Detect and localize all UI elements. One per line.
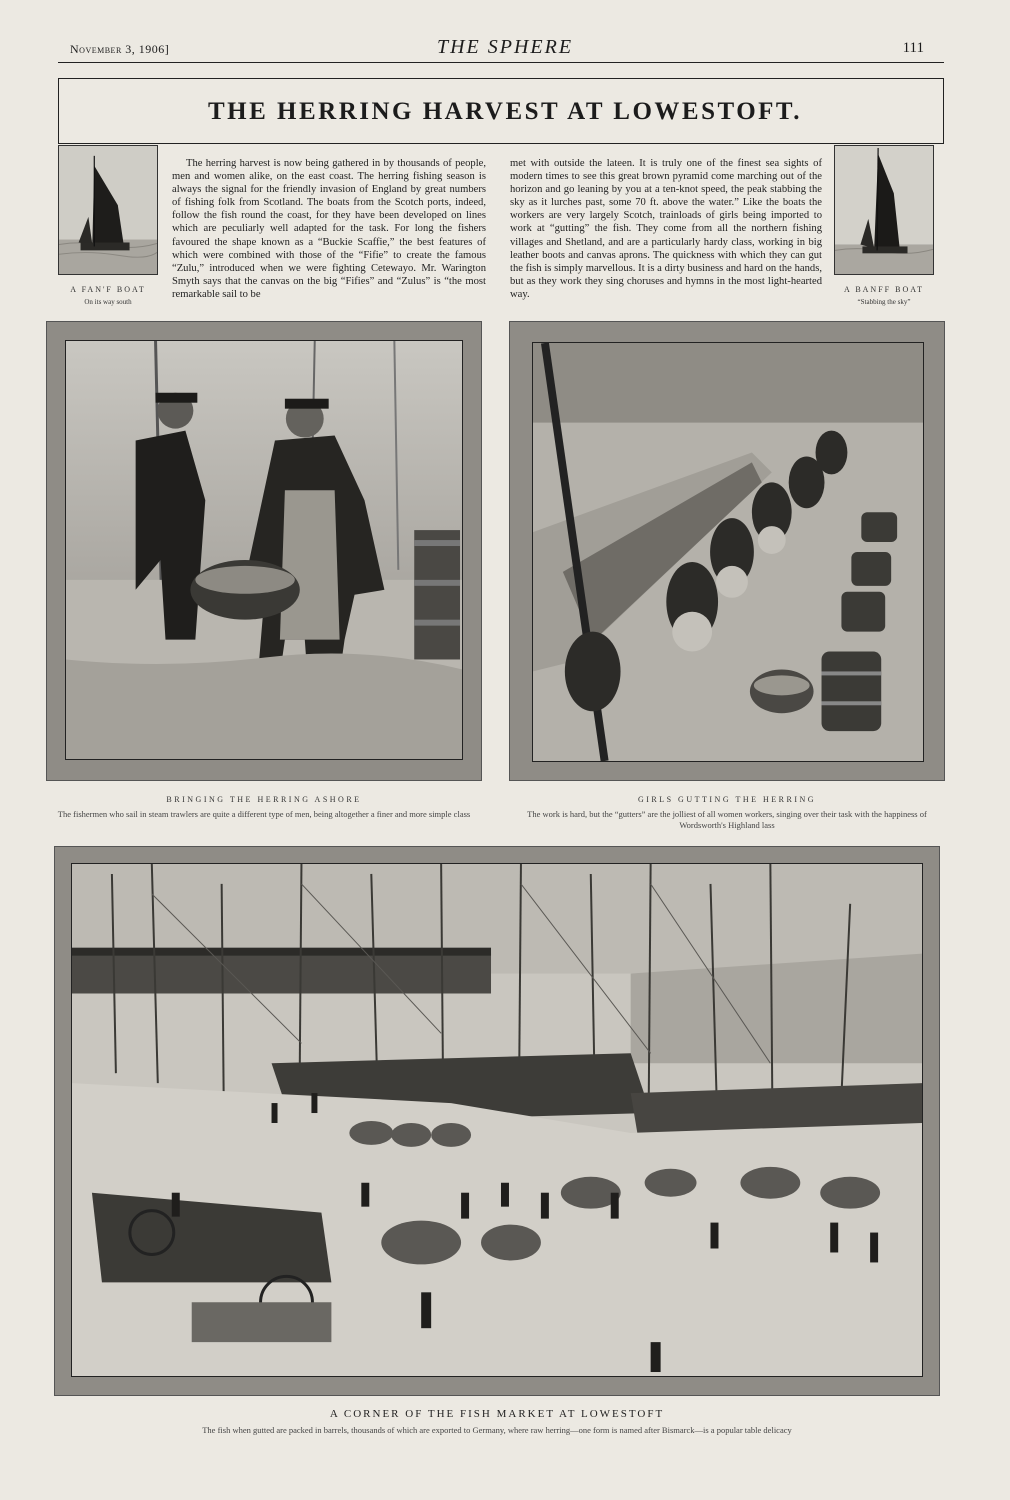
publication-name: THE SPHERE — [436, 36, 574, 58]
caption-girls-gutting: GIRLS GUTTING THE HERRING — [637, 795, 817, 804]
masthead-rule — [58, 62, 944, 63]
caption-herring-ashore: BRINGING THE HERRING ASHORE — [166, 795, 362, 804]
article-column-right: met with outside the lateen. It is truly one of the finest sea sights of modern times to see this great brown pyramid come marching out of the horizon and go leaning by you at a ten-knot speed, the peak stabbing the sky as it lurches past, some 70 ft. above the water.” Like the boats the workers are very largely Scotch, trainloads of girls being imported to work at “gutting” the fish. They come from all the northern fishing villages and Shetland, and are a particularly hardy class, working in big leather boots and canvas aprons. The quickness with which they can gut the fish is simply marvellous. It is a dirty business and hard on the hands, but as they work they sing choruses and hymns in the most light-hearted way. — [510, 158, 822, 300]
article-title: THE HERRING HARVEST AT LOWESTOFT. — [207, 98, 803, 125]
left-boat-caption: A FAN'F BOAT — [70, 285, 146, 294]
caption-fish-market: A CORNER OF THE FISH MARKET AT LOWESTOFT — [329, 1408, 665, 1420]
photo-fish-market-frame — [54, 846, 940, 1396]
photo-fish-market — [71, 863, 923, 1377]
right-boat-photo — [834, 145, 934, 275]
left-boat-photo — [58, 145, 158, 275]
description-girls-gutting: The work is hard, but the “gutters” are the jolliest of all women workers, singing over their task with the happiness of Wordsworth's Highland lass — [527, 809, 927, 830]
page-number: 111 — [902, 40, 924, 56]
right-boat-subcaption: “Stabbing the sky” — [857, 298, 911, 306]
description-herring-ashore: The fishermen who sail in steam trawlers are quite a different type of men, being altogether a finer and more simple class — [57, 809, 471, 819]
photo-girls-gutting-frame — [509, 321, 945, 781]
photo-herring-ashore — [65, 340, 463, 760]
description-fish-market: The fish when gutted are packed in barrels, thousands of which are exported to Germany, where raw herring—one form is named after Bismarck—is a popular table delicacy — [202, 1425, 792, 1435]
right-boat-caption: A BANFF BOAT — [843, 285, 924, 294]
photo-herring-ashore-frame — [46, 321, 482, 781]
article-column-left: The herring harvest is now being gathered in by thousands of people, men and women alike, on the east coast. The herring fishing season is always the signal for the friendly invasion of England by great numbers of fishing folk from Scotland. The boats from the Scotch ports, indeed, follow the fish round the coast, for they have been developed on lines which are peculiarly well adapted for the task. For long the fishers favoured the shape known as a “Buckie Scaffie,” the best features of which were combined with those of the “Fifie” to create the famous “Zulu,” introduced when we were fighting Cetewayo. Mr. Warington Smyth says that the canvas on the big “Fifies” and “Zulus” is “the most remarkable sail to be — [172, 158, 486, 300]
issue-date: November 3, 1906] — [70, 42, 170, 56]
photo-girls-gutting — [532, 342, 924, 762]
left-boat-subcaption: On its way south — [84, 298, 132, 306]
